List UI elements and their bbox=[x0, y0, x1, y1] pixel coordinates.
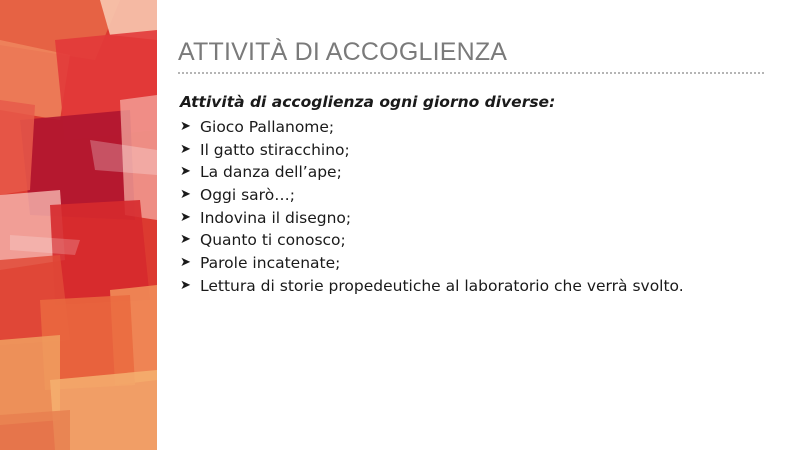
abstract-art-panel bbox=[0, 0, 157, 450]
list-item-text: Oggi sarò…; bbox=[200, 186, 295, 205]
slide-subtitle: Attività di accoglienza ogni giorno diverse: bbox=[180, 93, 556, 111]
slide-title: ATTIVITÀ DI ACCOGLIENZA bbox=[178, 38, 508, 66]
arrow-bullet-icon: ➤ bbox=[180, 141, 191, 157]
arrow-bullet-icon: ➤ bbox=[180, 164, 191, 180]
list-item-text: Gioco Pallanome; bbox=[200, 118, 335, 136]
arrow-bullet-icon: ➤ bbox=[180, 187, 191, 203]
list-item bbox=[180, 139, 684, 162]
list-item-text: Lettura di storie propedeutiche al laboratorio che verrà svolto. bbox=[200, 276, 684, 295]
list-item bbox=[180, 116, 684, 139]
list-item-text: Il gatto stiracchino; bbox=[200, 140, 350, 159]
title-divider bbox=[178, 72, 764, 74]
list-item-text: Indovina il disegno; bbox=[200, 208, 352, 227]
arrow-bullet-icon: ➤ bbox=[180, 255, 191, 271]
arrow-bullet-icon: ➤ bbox=[180, 277, 191, 293]
arrow-bullet-icon: ➤ bbox=[180, 232, 191, 248]
list-item bbox=[180, 229, 684, 252]
list-item bbox=[180, 184, 684, 207]
activity-list bbox=[180, 116, 684, 298]
arrow-bullet-icon: ➤ bbox=[180, 119, 191, 134]
list-item bbox=[180, 161, 684, 184]
list-item-text: Parole incatenate; bbox=[200, 254, 341, 273]
list-item-text: La danza dell’ape; bbox=[200, 163, 342, 182]
abstract-watercolor-icon bbox=[0, 0, 157, 450]
list-item bbox=[180, 275, 684, 298]
list-item bbox=[180, 252, 684, 275]
list-item bbox=[180, 207, 684, 230]
list-item-text: Quanto ti conosco; bbox=[200, 231, 346, 250]
arrow-bullet-icon: ➤ bbox=[180, 209, 191, 225]
